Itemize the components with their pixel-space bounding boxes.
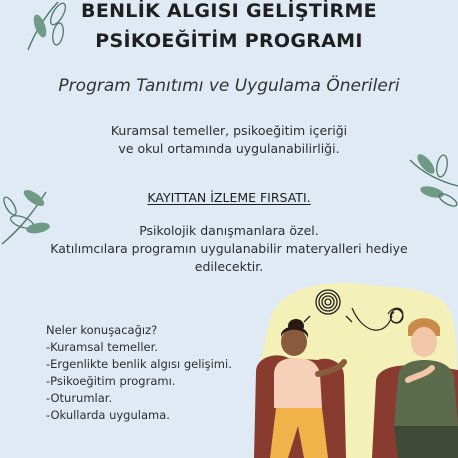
topics-heading: Neler konuşacağız?: [46, 323, 158, 337]
note-line: Katılımcılara programın uygulanabilir materyalleri hediye: [50, 241, 408, 256]
list-item: -Ergenlikte benlik algısı gelişimi.: [46, 357, 232, 371]
registration-note: [0, 190, 458, 205]
list-item: -Kuramsal temeller.: [46, 340, 158, 354]
note-line: Psikolojik danışmanlara özel.: [139, 223, 319, 238]
intro-text: [0, 122, 458, 158]
note-line: edilecektir.: [194, 259, 264, 274]
list-item: -Oturumlar.: [46, 391, 113, 405]
audience-note: [0, 222, 458, 276]
registration-text: KAYITTAN İZLEME FIRSATI.: [147, 190, 311, 205]
page-title-line2: PSİKOEĞİTİM PROGRAMI: [95, 30, 363, 52]
topics-list: [46, 322, 232, 424]
list-item: -Okullarda uygulama.: [46, 408, 170, 422]
list-item: -Psikoeğitim programı.: [46, 374, 176, 388]
intro-line: ve okul ortamında uygulanabilirliği.: [118, 141, 340, 156]
page-title-line1: BENLİK ALGISI GELİŞTİRME: [81, 0, 377, 22]
intro-line: Kuramsal temeller, psikoeğitim içeriği: [110, 123, 348, 138]
counseling-session-illustration: [248, 276, 458, 458]
page-subtitle: Program Tanıtımı ve Uygulama Önerileri: [58, 76, 400, 96]
